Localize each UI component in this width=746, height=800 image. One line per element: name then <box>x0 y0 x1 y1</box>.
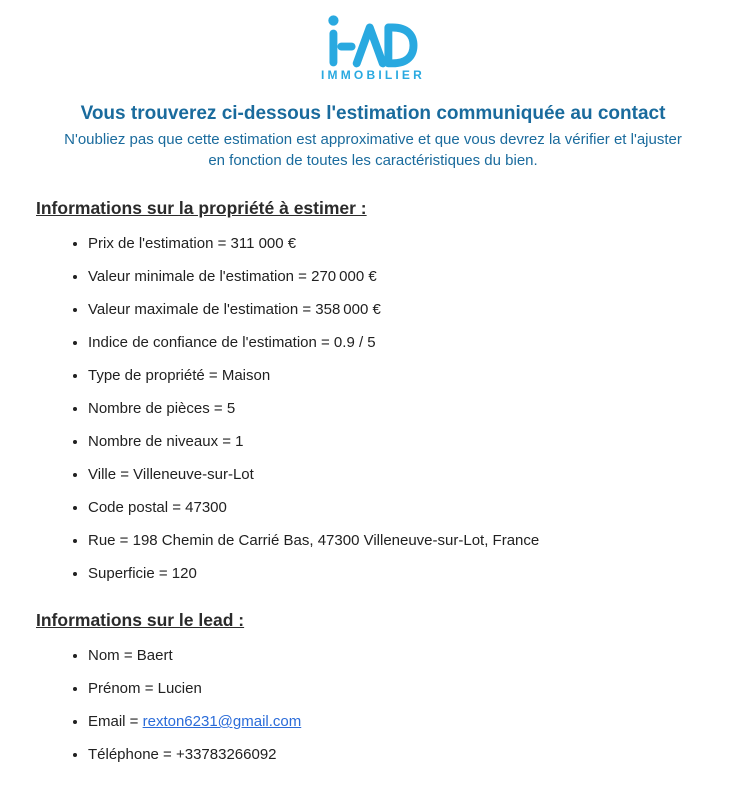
logo-letters-icon <box>333 28 413 64</box>
header-subtitle-line2: en fonction de toutes les caractéristiques du bien. <box>208 152 538 169</box>
list-item <box>88 499 710 517</box>
section-lead-heading: Informations sur le lead : <box>36 610 245 630</box>
section-property-heading: Informations sur la propriété à estimer : <box>36 198 367 218</box>
list-item <box>88 532 710 550</box>
header-subtitle <box>36 129 710 171</box>
page-title: Vous trouverez ci-dessous l'estimation communiquée au contact <box>80 103 666 124</box>
header-subtitle-line1: N'oubliez pas que cette estimation est approximative et que vous devrez la vérifier et l'ajuster <box>64 131 682 148</box>
list-item-text: Valeur maximale de l'estimation = 358 000 € <box>88 301 381 318</box>
list-item <box>88 268 710 286</box>
lead-info-list <box>36 647 710 764</box>
list-item <box>88 367 710 385</box>
list-item-text: Rue = 198 Chemin de Carrié Bas, 47300 Villeneuve-sur-Lot, France <box>88 532 540 549</box>
email-link[interactable]: rexton6231@gmail.com <box>142 713 302 730</box>
list-item <box>88 680 710 698</box>
list-item-text: Valeur minimale de l'estimation = 270 000 € <box>88 268 377 285</box>
list-item-text: Code postal = 47300 <box>88 499 227 516</box>
list-item <box>88 746 710 764</box>
list-item-text: Email = <box>88 713 143 730</box>
logo-i-dot-icon <box>328 15 338 25</box>
list-item <box>88 647 710 665</box>
section-property <box>36 197 710 583</box>
list-item-text: Téléphone = +33783266092 <box>88 746 277 763</box>
list-item <box>88 400 710 418</box>
list-item-text: Nombre de pièces = 5 <box>88 400 236 417</box>
list-item <box>88 235 710 253</box>
list-item <box>88 334 710 352</box>
list-item-text: Nom = Baert <box>88 647 173 664</box>
property-info-list <box>36 235 710 583</box>
list-item-text: Prix de l'estimation = 311 000 € <box>88 235 297 252</box>
list-item-text: Indice de confiance de l'estimation = 0.9 / 5 <box>88 334 376 351</box>
list-item-text: Type de propriété = Maison <box>88 367 271 384</box>
list-item-text: Superficie = 120 <box>88 565 197 582</box>
logo-tagline: IMMOBILIER <box>321 68 425 82</box>
logo <box>36 14 710 82</box>
list-item-text: Ville = Villeneuve-sur-Lot <box>88 466 254 483</box>
section-lead <box>36 609 710 764</box>
list-item <box>88 565 710 583</box>
list-item-text: Prénom = Lucien <box>88 680 202 697</box>
iad-logo-icon <box>325 14 421 68</box>
list-item <box>88 433 710 451</box>
list-item <box>88 713 710 731</box>
list-item <box>88 301 710 319</box>
list-item <box>88 466 710 484</box>
list-item-text: Nombre de niveaux = 1 <box>88 433 244 450</box>
